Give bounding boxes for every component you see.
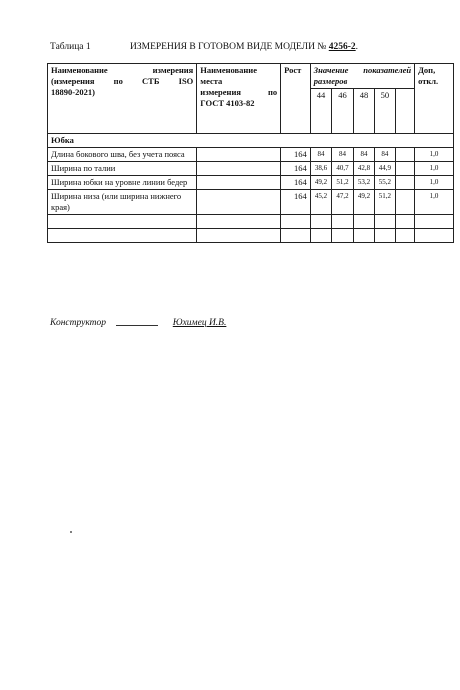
empty-cell: [353, 229, 374, 243]
row-value: 47,2: [332, 190, 353, 215]
header-name-line: 18890-2021): [51, 87, 95, 97]
section-title: Юбка: [48, 134, 454, 148]
header-tolerance-col: [415, 64, 454, 134]
row-value: 84: [353, 148, 374, 162]
row-name: Ширина по талии: [48, 162, 197, 176]
row-value: 42,8: [353, 162, 374, 176]
size-header: 48: [353, 89, 374, 134]
empty-cell: [415, 229, 454, 243]
header-tolerance-line: Доп,: [418, 65, 436, 75]
signature-role: Конструктор: [50, 318, 107, 328]
row-place: [197, 148, 281, 162]
row-value: 84: [310, 148, 331, 162]
row-value: [395, 176, 414, 190]
row-value: 84: [375, 148, 395, 162]
empty-row: [48, 215, 454, 229]
size-header: 44: [310, 89, 331, 134]
empty-cell: [197, 229, 281, 243]
empty-cell: [310, 229, 331, 243]
size-header: [395, 89, 414, 134]
empty-cell: [310, 215, 331, 229]
table-row: [48, 190, 454, 215]
row-tolerance: 1,0: [415, 148, 454, 162]
header-values-col: [310, 64, 414, 89]
page-speck: [70, 531, 72, 533]
header-place-line: измерения по: [200, 87, 278, 97]
header-name-col: [48, 64, 197, 134]
row-place: [197, 190, 281, 215]
signature-blank: [116, 325, 158, 326]
empty-cell: [197, 215, 281, 229]
document-title: [130, 42, 358, 52]
signature-name: Юхимец И.В.: [172, 318, 227, 328]
header-values-line: размеров: [313, 76, 348, 86]
row-tolerance: 1,0: [415, 176, 454, 190]
row-tolerance: 1,0: [415, 190, 454, 215]
row-name: Длина бокового шва, без учета пояса: [48, 148, 197, 162]
empty-cell: [395, 229, 414, 243]
header-place-line: места: [200, 76, 223, 86]
table-row: [48, 176, 454, 190]
header-tolerance-line: откл.: [418, 76, 439, 86]
empty-cell: [415, 215, 454, 229]
row-height: 164: [281, 148, 311, 162]
row-value: [395, 162, 414, 176]
row-value: 44,9: [375, 162, 395, 176]
row-value: 49,2: [310, 176, 331, 190]
row-value: 45,2: [310, 190, 331, 215]
row-value: 49,2: [353, 190, 374, 215]
header-name-line: (измерения по СТБ ISO: [51, 76, 194, 86]
measurements-table: [47, 63, 454, 243]
row-value: 51,2: [332, 176, 353, 190]
row-name: Ширина низа (или ширина нижнего края): [48, 190, 197, 215]
row-value: 55,2: [375, 176, 395, 190]
header-row: [48, 64, 454, 89]
header-name-line: Наименование измерения: [51, 65, 194, 75]
table-row: [48, 162, 454, 176]
row-height: 164: [281, 190, 311, 215]
empty-cell: [281, 215, 311, 229]
table-label: Таблица 1: [50, 42, 91, 52]
header-place-line: Наименование: [200, 65, 257, 75]
header-place-line: ГОСТ 4103-82: [200, 98, 255, 108]
header-place-col: [197, 64, 281, 134]
empty-cell: [353, 215, 374, 229]
empty-row: [48, 229, 454, 243]
section-row: [48, 134, 454, 148]
row-value: 84: [332, 148, 353, 162]
title-prefix: ИЗМЕРЕНИЯ В ГОТОВОМ ВИДЕ МОДЕЛИ №: [130, 42, 327, 52]
row-height: 164: [281, 162, 311, 176]
size-header: 46: [332, 89, 353, 134]
empty-cell: [395, 215, 414, 229]
empty-cell: [375, 229, 395, 243]
signature-line: [50, 318, 226, 328]
row-name: Ширина юбки на уровне линии бедер: [48, 176, 197, 190]
row-value: 51,2: [375, 190, 395, 215]
model-number: 4256-2: [328, 42, 356, 52]
empty-cell: [281, 229, 311, 243]
row-value: [395, 148, 414, 162]
empty-cell: [48, 215, 197, 229]
title-suffix: .: [355, 42, 359, 52]
row-value: 40,7: [332, 162, 353, 176]
row-tolerance: 1,0: [415, 162, 454, 176]
row-place: [197, 162, 281, 176]
row-place: [197, 176, 281, 190]
table-row: [48, 148, 454, 162]
empty-cell: [375, 215, 395, 229]
row-value: 53,2: [353, 176, 374, 190]
header-height-col: Рост: [281, 64, 311, 134]
empty-cell: [332, 229, 353, 243]
header-values-line: Значение показателей: [313, 65, 412, 75]
row-height: 164: [281, 176, 311, 190]
empty-cell: [332, 215, 353, 229]
size-header: 50: [375, 89, 395, 134]
row-value: 38,6: [310, 162, 331, 176]
row-value: [395, 190, 414, 215]
empty-cell: [48, 229, 197, 243]
